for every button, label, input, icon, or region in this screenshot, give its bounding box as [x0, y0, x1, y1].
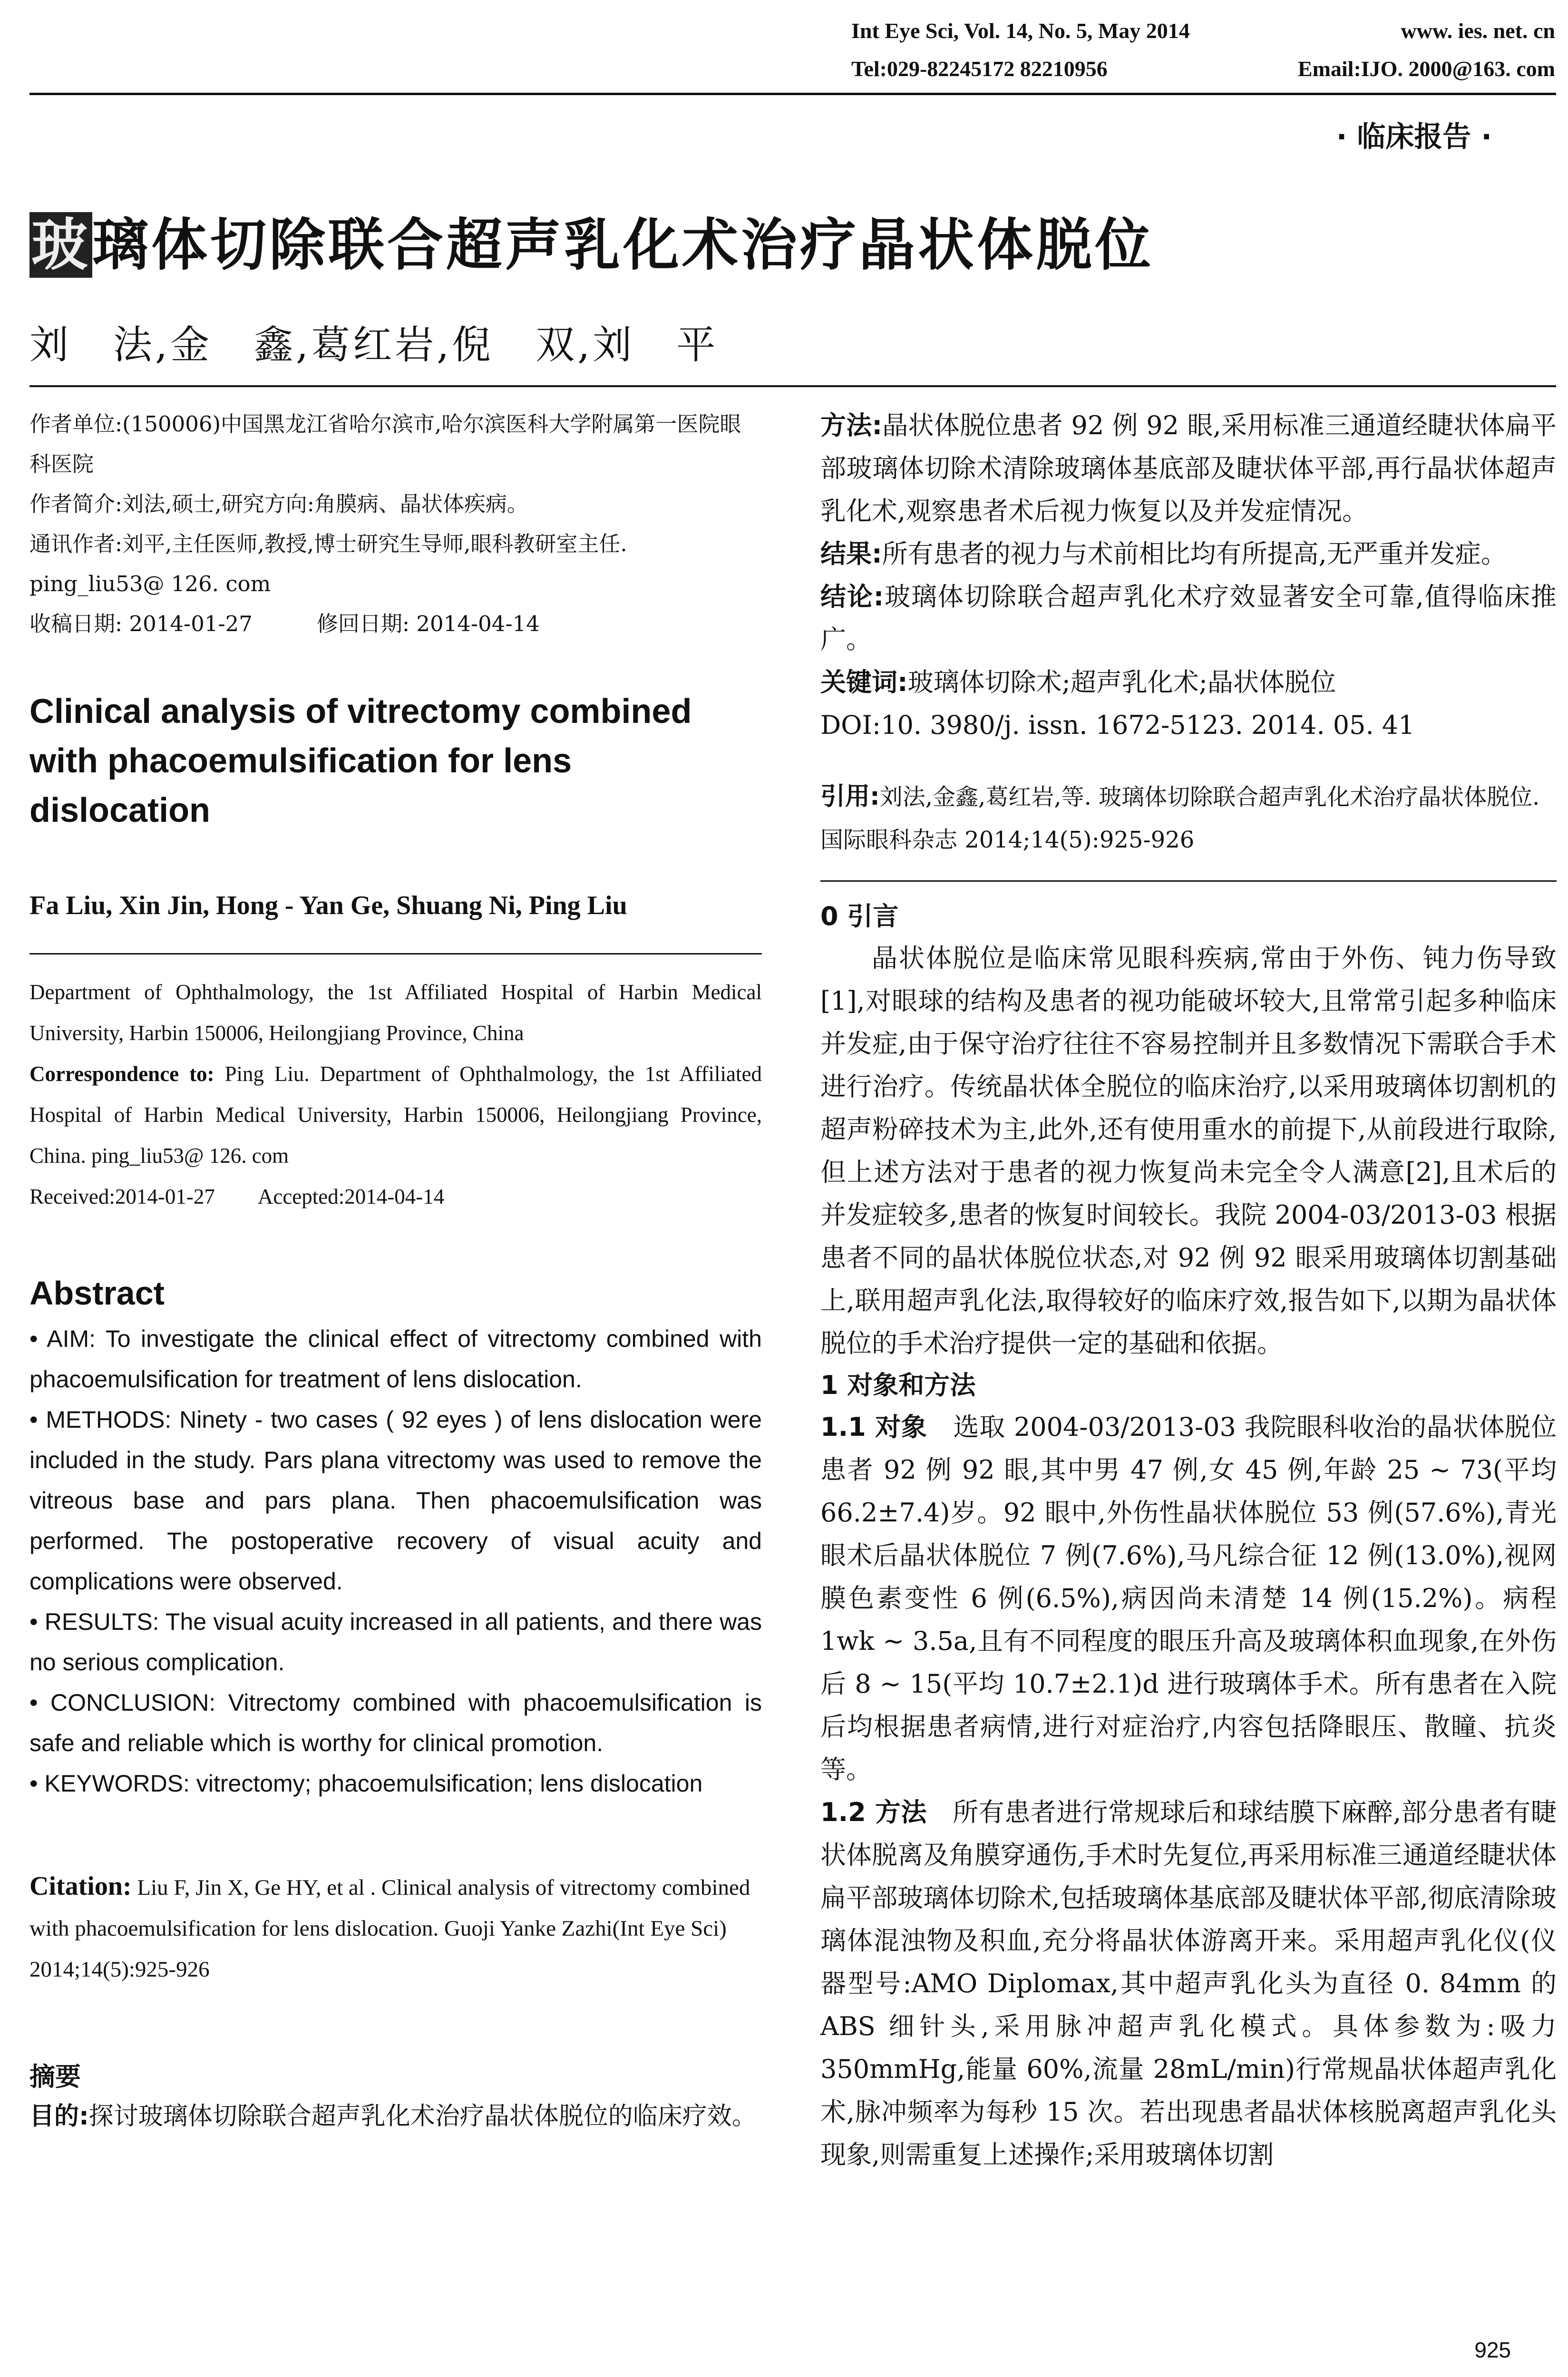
doi[interactable]: DOI:10. 3980/j. issn. 1672-5123. 2014. 05. 41 — [820, 710, 1415, 740]
page-number: 925 — [1474, 2338, 1511, 2362]
abstract-keywords: • KEYWORDS: vitrectomy; phacoemulsification; lens dislocation — [29, 1770, 703, 1797]
abstract-methods: • METHODS: Ninety - two cases ( 92 eyes ) of lens dislocation were included in the study. Pars plana vitrectomy was used to remove the vitreous base and pars plana. Then phacoemulsification was performed. The postoperative recovery of visual acuity and complications were observed. — [29, 1406, 762, 1595]
section-0-body: 晶状体脱位是临床常见眼科疾病,常由于外伤、钝力伤导致[1],对眼球的结构及患者的视功能破坏较大,且常常引起多种临床并发症,由于保守治疗往往不容易控制并且多数情况下需联合手术进行治疗。传统晶状体全脱位的临床治疗,以采用玻璃体切割机的超声粉碎技术为主,此外,还有使用重水的前提下,从前段进行取除,但上述方法对于患者的视力恢复尚未完全令人满意[2],且术后的并发症较多,患者的恢复时间较长。我院 2004-03/2013-03 根据患者不同的晶状体脱位状态,对 92 例 92 眼采用玻璃体切割基础上,联用超声乳化法,取得较好的临床疗效,报告如下,以期为晶状体脱位的手术治疗提供一定的基础和依据。 — [820, 943, 1557, 1358]
dates-cn: 收稿日期: 2014-01-27 修回日期: 2014-04-14 — [29, 611, 540, 636]
cn-conclusion-text: 玻璃体切除联合超声乳化术疗效显著安全可靠,值得临床推广。 — [820, 582, 1557, 654]
section-0-heading: 0 引言 — [820, 901, 899, 931]
cn-results-label: 结果: — [820, 539, 882, 569]
section-tag: · 临床报告 · — [1336, 120, 1492, 154]
corresponding-author-cn: 通讯作者:刘平,主任医师,教授,博士研究生导师,眼科教研室主任. ping_liu53@ 126. com — [29, 531, 627, 596]
journal-tel: Tel:029-82245172 82210956 — [851, 57, 1108, 81]
abstract-aim: • AIM: To investigate the clinical effect of vitrectomy combined with phacoemulsification for treatment of lens dislocation. — [29, 1325, 762, 1393]
section-1-1-body: 选取 2004-03/2013-03 我院眼科收治的晶状体脱位患者 92 例 92 眼,其中男 47 例,女 45 例,年龄 25 ~ 73(平均 66.2±7.4)岁。92 眼中,外伤性晶状体脱位 53 例(57.6%),青光眼术后晶状体脱位 7 例(7.6%),马凡综合征 12 例(13.0%),视网膜色素变性 6 例(6.5%),病因尚未清楚 14 例(15.2%)。病程 1wk ~ 3.5a,且有不同程度的眼压升高及玻璃体积血现象,在外伤后 8 ~ 15(平均 10.7±2.1)d 进行玻璃体手术。所有患者在入院后均根据患者病情,进行对症治疗,内容包括降眼压、散瞳、抗炎等。 — [820, 1412, 1557, 1784]
section-1-heading: 1 对象和方法 — [820, 1370, 976, 1400]
authors-cn: 刘 法,金 鑫,葛红岩,倪 双,刘 平 — [29, 322, 719, 368]
cn-keywords — [820, 661, 1557, 704]
paper-title — [29, 200, 1154, 281]
english-citation — [29, 1866, 762, 1990]
cn-aim-text: 探讨玻璃体切除联合超声乳化术治疗晶状体脱位的临床疗效。 — [88, 2102, 757, 2131]
cn-results-text: 所有患者的视力与术前相比均有所提高,无严重并发症。 — [882, 539, 1507, 569]
citation-text: Liu F, Jin X, Ge HY, et al . Clinical analysis of vitrectomy combined with phacoemulsification for lens dislocation. Guoji Yanke Zazhi(Int Eye Sci) 2014;14(5):925-926 — [29, 1875, 750, 1982]
title-rule — [29, 385, 1556, 387]
cn-keywords-text: 玻璃体切除术;超声乳化术;晶状体脱位 — [907, 667, 1336, 697]
cn-abstract-aim — [29, 2095, 762, 2138]
section-1-1 — [820, 1406, 1557, 1791]
english-title: Clinical analysis of vitrectomy combined with phacoemulsification for lens dislocation — [29, 692, 692, 829]
journal-contact — [851, 56, 1555, 81]
received-accepted: Received:2014-01-27 Accepted:2014-04-14 — [29, 1185, 445, 1208]
abstract-heading: Abstract — [29, 1275, 165, 1312]
left-column — [29, 404, 762, 2138]
cn-aim-label: 目的: — [29, 2102, 89, 2131]
section-1-2-label: 1.2 方法 — [820, 1797, 953, 1827]
cn-abstract-results — [820, 533, 1557, 575]
citation-label: Citation: — [29, 1871, 132, 1901]
journal-email[interactable]: Email:IJO. 2000@163. com — [1297, 57, 1555, 81]
journal-header — [851, 18, 1555, 43]
correspondence — [29, 1053, 762, 1176]
cn-conclusion-label: 结论: — [820, 582, 884, 612]
correspondence-text: Ping Liu. Department of Ophthalmology, the 1st Affiliated Hospital of Harbin Medical University, Harbin 150006, Heilongjiang Province, China. ping_liu53@ 126. com — [29, 1062, 762, 1168]
cn-cite-label: 引用: — [820, 782, 880, 811]
author-affiliation-cn: 作者单位:(150006)中国黑龙江省哈尔滨市,哈尔滨医科大学附属第一医院眼科医院 — [29, 411, 741, 477]
cn-citation — [820, 775, 1557, 861]
cn-abstract-conclusion — [820, 575, 1557, 661]
journal-website[interactable]: www. ies. net. cn — [1401, 19, 1555, 43]
author-bio-cn: 作者简介:刘法,硕士,研究方向:角膜病、晶状体疾病。 — [29, 491, 528, 516]
english-affiliation: Department of Ophthalmology, the 1st Affiliated Hospital of Harbin Medical University, Harbin 150006, Heilongjiang Province, China — [29, 980, 762, 1045]
cn-methods-text: 晶状体脱位患者 92 例 92 眼,采用标准三通道经睫状体扁平部玻璃体切除术清除玻璃体基底部及睫状体平部,再行晶状体超声乳化术,观察患者术后视力恢复以及并发症情况。 — [820, 410, 1557, 526]
body-rule — [820, 880, 1557, 882]
header-rule — [29, 93, 1556, 95]
section-1-1-label: 1.1 对象 — [820, 1412, 954, 1442]
right-column — [820, 404, 1557, 2176]
section-1-2 — [820, 1791, 1557, 2176]
correspondence-label: Correspondence to: — [29, 1062, 214, 1086]
title-initial: 玻 — [29, 212, 92, 278]
affiliation-rule — [29, 953, 762, 955]
cn-abstract-methods — [820, 404, 1557, 533]
abstract-conclusion: • CONCLUSION: Vitrectomy combined with phacoemulsification is safe and reliable which is worthy for clinical promotion. — [29, 1689, 762, 1756]
journal-citation: Int Eye Sci, Vol. 14, No. 5, May 2014 — [851, 19, 1190, 43]
title-rest: 璃体切除联合超声乳化术治疗晶状体脱位 — [92, 212, 1154, 278]
cn-methods-label: 方法: — [820, 410, 883, 440]
section-1-2-body: 所有患者进行常规球后和球结膜下麻醉,部分患者有睫状体脱离及角膜穿通伤,手术时先复位,再采用标准三通道经睫状体扁平部玻璃体切除术,包括玻璃体基底部及睫状体平部,彻底清除玻璃体混浊物及积血,充分将晶状体游离开来。采用超声乳化仪(仪器型号:AMO Diplomax,其中超声乳化头为直径 0. 84mm 的 ABS 细针头,采用脉冲超声乳化模式。具体参数为:吸力 350mmHg,能量 60%,流量 28mL/min)行常规晶状体超声乳化术,脉冲频率为每秒 15 次。若出现患者晶状体核脱离超声乳化头现象,则需重复上述操作;采用玻璃体切割 — [820, 1797, 1557, 2170]
abstract-results: • RESULTS: The visual acuity increased in all patients, and there was no serious complication. — [29, 1608, 762, 1676]
english-authors: Fa Liu, Xin Jin, Hong - Yan Ge, Shuang Ni, Ping Liu — [29, 891, 627, 920]
cn-cite-text: 刘法,金鑫,葛红岩,等. 玻璃体切除联合超声乳化术治疗晶状体脱位. 国际眼科杂志 2014;14(5):925-926 — [820, 784, 1540, 853]
cn-keywords-label: 关键词: — [820, 667, 908, 697]
cn-abstract-heading: 摘要 — [29, 2062, 81, 2092]
